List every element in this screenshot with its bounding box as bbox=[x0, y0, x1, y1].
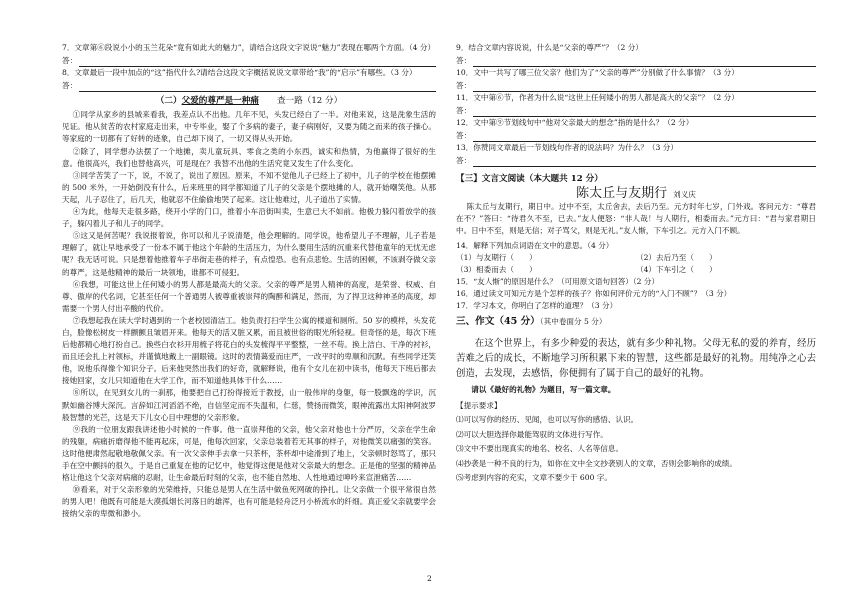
question-8: 8．文章最后一段中加点的“这”指代什么?请结合这段文字概括说说文章带给“我”的“启示”有哪些。（3 分） bbox=[62, 68, 417, 78]
question-12: 12．文中第⑨节划线句中“他对父亲最大的想念”指的是什么？（2 分） bbox=[456, 118, 694, 128]
question-14-item: （2）去后乃至（ ） bbox=[636, 253, 717, 263]
article-author: 查一路（12 分） bbox=[276, 96, 343, 107]
question-17: 17．学习本文，你明白了怎样的道理？（3 分） bbox=[456, 301, 618, 311]
question-11: 11．文中第⑥节，作者为什么说“这世上任何矮小的男人都是高大的父亲”？（2 分） bbox=[456, 93, 739, 103]
tip-item: ⑴可以写你的经历、见闻，也可以写你的感悟、认识。 bbox=[456, 415, 639, 425]
answer-line-9 bbox=[456, 54, 816, 67]
question-7: 7．文章第⑥段说小小的玉兰花朵“竟有如此大的魅力”，请结合这段文字说说“魅力”表现在哪两个方面。（4 分） bbox=[62, 43, 436, 52]
section-title-3: 【三】文言文阅读（本大题共 12 分） bbox=[456, 174, 603, 185]
essay-section-title bbox=[456, 316, 816, 328]
question-15: 15．“友人惭”的原因是什么？（可用原文语句回答）（2 分） bbox=[456, 277, 660, 287]
question-14-row-1 bbox=[456, 252, 816, 264]
essay-section-note: （其中卷面分 5 分） bbox=[539, 316, 607, 326]
tips-title: 【提示要求】 bbox=[456, 400, 502, 410]
question-14-row-2 bbox=[456, 264, 816, 276]
answer-label: 答： bbox=[456, 81, 472, 91]
paragraph-6: ⑥我想，可能这世上任何矮小的男人都是最高大的父亲。父亲的尊严是男人精神的高度，是荣誉、权威、自尊、傲岸的代名词，它甚至任何一个普通男人被尊重被崇拜的陶醉和满足，然而，为了捍卫这种神圣的高度，却需要一个男人付出辛酸的代价。 bbox=[62, 279, 436, 313]
answer-label: 答： bbox=[62, 81, 78, 91]
essay-intro: 在这个世界上，有多少种爱的表达，就有多少种礼物。父母无私的爱的养育，经历苦难之后的成长，不断地学习所积累下来的智慧，这些都是最好的礼物。用纯净之心去创造，去发现，去感悟，你便拥有了属于自己的最好的礼物。 bbox=[456, 337, 816, 379]
answer-label: 答： bbox=[456, 106, 472, 116]
answer-label: 答： bbox=[456, 131, 472, 141]
section-title-2 bbox=[62, 95, 436, 107]
paragraph-3: ③同学苦笑了一下，说，不说了，说出了原因。原来，不知不觉他儿子已经上了初中，儿子的学校在他摆摊的 500 米外，一开始倒没有什么，后来班里的同学都知道了儿子的父亲是个摆地摊的人，就开始嘲笑他。从那天起，儿子忍住了，后几天，他就忍不住偷偷地哭了起来。这让他难过，儿子道出了实情。 bbox=[62, 170, 436, 204]
question-16: 16．通过读文可知元方是个怎样的孩子？你如何评价元方的“入门不顾”？（3 分） bbox=[456, 289, 732, 299]
paragraph-8: ⑧所以，在见到女儿的一刹那，他要把自己打扮得接近于教授，山一般伟岸的身躯，每一股飘逸的学识，沉默如幽谷博大深沉。言辞如江河滔滔不绝，自信坚定而不失温和，仁慈，赞扬而微笑，眼神流露出太阳神阿波罗般智慧的光芒，这是天下儿女心目中理想的父亲形象。 bbox=[62, 388, 436, 422]
paragraph-4: ④为此，他每天走很多路，绕开小学的门口，推着小车沿街叫卖，生意已大不如前。他极力躲闪着放学的孩子，躲闪着儿子和儿子的同学。 bbox=[62, 207, 436, 229]
question-14-item: （1）与友期行（ ） bbox=[456, 253, 537, 263]
paragraph-7: ⑦我想起我在读大学时遇到的一个老校园清洁工。他负责打扫学生公寓的楼道和厕所。50 岁的模样，头发花白，脸像松树皮一样颤颤且皱眉开来。他每天的活又脏又累，而且被世俗的眼光所轻视。但奇怪的是，每次下班后他都精心地打扮自己。换些白衣衫开用梳子将花白的头发梳得平平整整，一丝不苟。换上洁白、干净的衬衫，而且还会扎上衬领标，并谨慎地戴上一副眼镜。这时的表情蔼爱而庄严，一改平时的卑顺和沉默。有些同学还笑他，说他乐得像个知识分子。后来他突然出我们的好奇，就解释说，他有个女儿在初中读书，他每天下班后都去接她回家，女儿只知道他在大学工作，而不知道他具体干什么…… bbox=[62, 315, 436, 386]
question-10: 10．文中一共写了哪三位父亲？他们为了“父亲的尊严”分别做了什么事情？（3 分） bbox=[456, 68, 739, 78]
question-14-item: （4）下车引之（ ） bbox=[636, 265, 717, 275]
classical-author: 刘义庆 bbox=[673, 189, 696, 199]
right-column bbox=[456, 42, 816, 486]
essay-task: 请以《最好的礼物》为题目，写一篇文章。 bbox=[471, 384, 616, 394]
paragraph-10: ⑩看来，对于父亲形象的光荣维持，只能总是男人在生活中做鱼死网破的挣扎。让父亲做一个很平常很自然的男人吧！他既有可能是大漠孤烟长河落日的雄浑，也有可能是轻舟泛月小桥流水的纤细。真正爱父亲就要学会接纳父亲的卑微和渺小。 bbox=[62, 485, 436, 519]
classical-title-text: 陈太丘与友期行 bbox=[576, 185, 668, 201]
tip-item: ⑷抄袭是一种不良的行为，如你在文中全文抄袭别人的文章，否则会影响你的成绩。 bbox=[456, 458, 737, 468]
answer-line-11 bbox=[456, 104, 816, 117]
article-title: 父爱的尊严是一种痛 bbox=[181, 96, 259, 107]
left-column bbox=[62, 42, 436, 520]
answer-line-7 bbox=[62, 54, 436, 67]
answer-label: 答： bbox=[456, 156, 472, 166]
paragraph-5: ⑤这又是何苦呢？我说报着说，你可以和儿子说清楚，他会理解的。同学说，他希望儿子不理解，儿子若是理解了，就让早地承受了一份本不属于他这个年龄的生活压力，为什么要用生活的沉重来代替他童年的无忧无虑呢？我无话可说。只是想着他推着车子串街走巷的样子，有点惶恐。也有点悲怆。生活的困顿，不该剥夺做父亲的尊严，这是他精神的最后一块领地，谁都不可侵犯。 bbox=[62, 231, 436, 277]
question-14: 14．解释下列加点词语在文中的意思。（4 分） bbox=[456, 240, 614, 250]
tip-item: ⑶文中不要出现真实的地名、校名、人名等信息。 bbox=[456, 444, 624, 454]
page-number: 2 bbox=[427, 574, 432, 583]
tip-item: ⑵可以大胆选择你最能驾驭的文体进行写作。 bbox=[456, 429, 608, 439]
section-label: （二） bbox=[155, 96, 182, 107]
paragraph-1: ①同学从家乡的县城来看我，我差点认不出他。几年不见，头发已经白了一半。对他来说，这是洗象生活的见证。他从贫苦的农村家庭走出来，中专毕业，娶了个多病的妻子，妻子病刚好，又要为随之而来的孩子操心。等家庭的一切都有了好转的迹象，自己却下岗了，一切又得从头开始。 bbox=[62, 110, 436, 144]
paragraph-9: ⑨我的一位朋友跟我讲述他小时候的一件事。他一直崇拜他的父亲，他父亲对他也十分严厉，父亲在学生命的残躯，病痛折磨得他不能再起床，可是，他每次回家，父亲总装着若无其事的样子，对他微笑以痛强的笑容。这时他便肃然起敬地敬佩父亲。有一次父亲伸手去拿一只茶杯，茶杯却中途滑到了地上，父亲顿时怒骂了，那只手在空中颤抖的很久，于是自己重复在他的记忆中，他觉得这便是他对父亲最大的想念。正是他的坚强的精神品格让他这个父亲对病痛的忍耐，让生命最后时刻的父亲，也不能自然地、人性地通过呻吟来宣泄痛苦…… bbox=[62, 424, 436, 483]
question-9: 9．结合文章内容说说，什么是“父亲的尊严”？（2 分） bbox=[456, 43, 643, 52]
classical-title bbox=[456, 185, 816, 201]
classical-text: 陈太丘与友期行，期日中。过中不至，太丘舍去，去后乃至。元方时年七岁，门外戏。客问元方：“尊君在不？”答曰：“待君久不至，已去。”友人便怒：“非人哉！与人期行，相委而去。”元方曰：“君与家君期日中。日中不至，则是无信；对子骂父，则是无礼。”友人惭，下车引之。元方入门不顾。 bbox=[456, 201, 816, 235]
question-13: 13．你赞同文章最后一节划线句作者的说法吗？为什么？（3 分） bbox=[456, 143, 678, 153]
answer-label: 答： bbox=[456, 56, 472, 65]
answer-line-8 bbox=[62, 79, 436, 92]
question-14-item: （3）相委而去（ ） bbox=[456, 265, 537, 275]
essay-tips bbox=[456, 399, 816, 486]
tip-item: ⑸考虑到内容的充实，文章不要少于 600 字。 bbox=[456, 473, 613, 483]
essay-section-label: 三、作文（45 分） bbox=[456, 315, 540, 327]
answer-line-10 bbox=[456, 79, 816, 92]
answer-label: 答： bbox=[62, 56, 78, 65]
answer-line-12 bbox=[456, 129, 816, 142]
paragraph-2: ②除了，同学想办法摆了一个地摊，卖儿童玩具、零食之类的小东西，诚实和热情，为他赢得了很好的生意。他很高兴，我们也替他高兴，可是现在？我替不出他的生活究竟又发生了什么变化。 bbox=[62, 146, 436, 168]
answer-line-13 bbox=[456, 154, 816, 167]
